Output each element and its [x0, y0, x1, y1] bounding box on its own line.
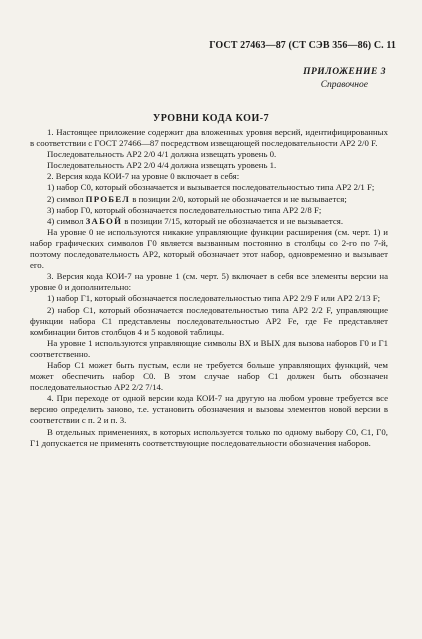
- paragraph: 2) набор С1, который обозначается последовательностью типа АР2 2/2 F, управляющие функции набора С1 представлены последовательностью АР2 Fе, где Fе представляет комбинации битов столбцов 4 и 5 кодовой таблицы.: [30, 304, 388, 337]
- text-run: 4) символ: [47, 215, 86, 226]
- body-text: [30, 127, 388, 449]
- paragraph: На уровне 1 используются управляющие символы ВХ и ВЫХ для вызова наборов Г0 и Г1 соответственно.: [30, 337, 388, 359]
- text-run: в позиции 7/15, который не обозначается и не вызывается.: [122, 215, 344, 226]
- text-run: 2) символ: [47, 193, 86, 204]
- appendix-label: ПРИЛОЖЕНИЕ 3: [303, 67, 386, 77]
- paragraph: [30, 216, 388, 227]
- paragraph: Набор С1 может быть пустым, если не требуется больше управляющих функций, чем может обеспечить набор С0. В этом случае набор С1 должен быть обозначен последовательностью АР2 2/2 7/14.: [30, 359, 388, 393]
- paragraph: На уровне 0 не используются никакие управляющие функции расширения (см. черт. 1) и набор графических символов Г0 является вызванным постоянно в столбцы со 2-го по 7-й, поэтому последовательность АР2, который обозначает этот набор, одновременно и вызывает его.: [30, 226, 388, 271]
- standard-header: ГОСТ 27463—87 (СТ СЭВ 356—86) С. 11: [209, 40, 396, 51]
- page-title: УРОВНИ КОДА КОИ-7: [152, 113, 270, 124]
- text-run: в позиции 2/0, который не обозначается и не вызывается;: [130, 193, 347, 204]
- paragraph: 4. При переходе от одной версии кода КОИ-7 на другую на любом уровне требуется все версию определить заново, т.е. установить обозначения и вызовы элементов новой версии в соответствии с п. 2 и п. 3.: [30, 393, 388, 426]
- paragraph: Последовательность АР2 2/0 4/4 должна извещать уровень 1.: [47, 160, 277, 171]
- paragraph: [30, 194, 388, 205]
- paragraph: В отдельных применениях, в которых используется только по одному выбору С0, С1, Г0, Г1 допускается не применять соответствующие последовательности обозначения наборов.: [30, 426, 388, 448]
- paragraph: 3. Версия кода КОИ-7 на уровне 1 (см. черт. 5) включает в себя все элементы версии на уровне 0 и дополнительно:: [30, 271, 388, 293]
- paragraph: 1) набор Г1, который обозначается последовательностью типа АР2 2/9 F или АР2 2/13 F;: [47, 293, 381, 304]
- paragraph: 3) набор Г0, который обозначается последовательностью типа АР2 2/8 F;: [47, 204, 322, 215]
- paragraph: 1. Настоящее приложение содержит два вложенных уровня версий, идентифицированных в соответствии с ГОСТ 27466—87 посредством извещающей последовательности АР2 2/0 F.: [30, 127, 388, 149]
- paragraph: 1) набор С0, который обозначается и вызывается последовательностью типа АР2 2/1 F;: [47, 182, 375, 193]
- appendix-type: Справочное: [320, 80, 368, 90]
- paragraph: 2. Версия кода КОИ-7 на уровне 0 включает в себя:: [47, 171, 240, 182]
- emphasized-term: ЗАБОЙ: [85, 215, 123, 226]
- paragraph: Последовательность АР2 2/0 4/1 должна извещать уровень 0.: [47, 149, 277, 160]
- emphasized-term: ПРОБЕЛ: [85, 193, 131, 204]
